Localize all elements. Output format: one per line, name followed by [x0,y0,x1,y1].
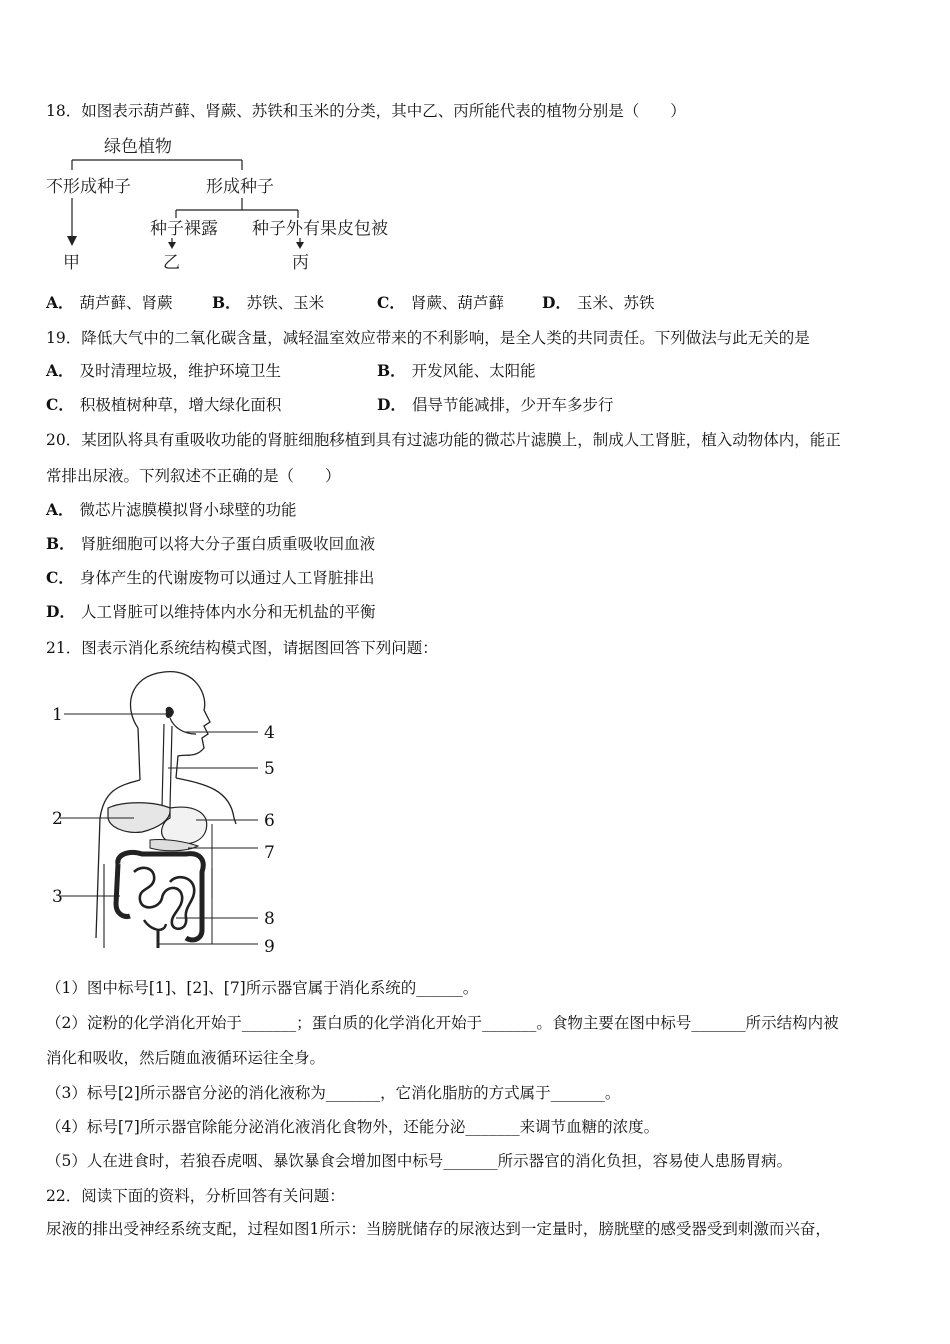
option-letter: A． [46,293,74,312]
q18-option-a [46,292,173,314]
q20-option-b [46,533,375,555]
option-text: 积极植树种草，增大绿化面积 [79,396,282,414]
option-letter: D． [377,395,406,414]
q20-stem-line2: 常排出尿液。下列叙述不正确的是（ ） [46,467,341,485]
label-1: 1 [52,705,63,725]
q19-option-a [46,360,281,382]
tree-root-label: 绿色植物 [104,137,172,157]
option-letter: C． [377,293,405,312]
option-text: 肾蕨、葫芦藓 [410,294,504,312]
option-text: 及时清理垃圾，维护环境卫生 [79,362,282,380]
option-text: 身体产生的代谢废物可以通过人工肾脏排出 [79,569,375,587]
label-3: 3 [52,887,63,907]
option-text: 开发风能、太阳能 [411,362,536,380]
option-text: 人工肾脏可以维持体内水分和无机盐的平衡 [80,603,376,621]
option-text: 苏铁、玉米 [246,294,325,312]
q18-option-c [377,292,504,314]
q21-sub2-line2: 消化和吸收，然后随血液循环运往全身。 [46,1049,326,1067]
q20-stem-line1: 20．某团队将具有重吸收功能的肾脏细胞移植到具有过滤功能的微芯片滤膜上，制成人工肾脏，植入动物体内，能正 [46,431,841,449]
label-4: 4 [264,723,275,743]
q20-option-c [46,567,374,589]
q19-stem: 19．降低大气中的二氧化碳含量，减轻温室效应带来的不利影响，是全人类的共同责任。下列做法与此无关的是 [46,329,810,347]
option-letter: C． [46,395,74,414]
q21-sub1: （1）图中标号[1]、[2]、[7]所示器官属于消化系统的______。 [46,979,479,997]
tree-right-right-label: 种子外有果皮包被 [252,219,388,239]
q21-stem: 21．图表示消化系统结构模式图，请据图回答下列问题： [46,639,438,657]
q20-option-a [46,499,297,521]
label-8: 8 [264,909,275,929]
option-letter: D． [542,293,571,312]
q22-paragraph: 尿液的排出受神经系统支配，过程如图1所示：当膀胱储存的尿液达到一定量时，膀胱壁的感受器受到刺激而兴奋， [46,1220,831,1238]
option-text: 玉米、苏铁 [576,294,655,312]
digestive-system-diagram [46,668,286,960]
q19-option-b [377,360,536,382]
label-5: 5 [264,759,275,779]
option-letter: D． [46,602,75,621]
q21-sub3: （3）标号[2]所示器官分泌的消化液称为_______，它消化脂肪的方式属于_______。 [46,1084,621,1102]
q21-sub2-line1: （2）淀粉的化学消化开始于_______；蛋白质的化学消化开始于_______。食物主要在图中标号_______所示结构内被 [46,1014,839,1032]
tree-leaf-a: 甲 [63,253,80,273]
q18-option-d [542,292,654,314]
q20-option-d [46,601,375,623]
option-letter: B． [212,293,241,312]
tree-right-left-label: 种子裸露 [150,219,218,239]
option-text: 微芯片滤膜模拟肾小球壁的功能 [79,501,297,519]
option-text: 倡导节能减排，少开车多步行 [411,396,614,414]
option-letter: B． [46,534,75,553]
tree-leaf-b: 乙 [163,253,180,273]
q22-stem: 22．阅读下面的资料，分析回答有关问题： [46,1187,345,1205]
tree-left-label: 不形成种子 [46,177,131,197]
option-letter: A． [46,361,74,380]
q19-option-c [46,394,281,416]
q18-option-b [212,292,324,314]
label-2: 2 [52,809,63,829]
option-text: 葫芦藓、肾蕨 [79,294,173,312]
q21-sub4: （4）标号[7]所示器官除能分泌消化液消化食物外，还能分泌_______来调节血糖的浓度。 [46,1118,660,1136]
option-letter: C． [46,568,74,587]
option-text: 肾脏细胞可以将大分子蛋白质重吸收回血液 [80,535,376,553]
q21-sub5: （5）人在进食时，若狼吞虎咽、暴饮暴食会增加图中标号_______所示器官的消化负担，容易使人患肠胃病。 [46,1152,793,1170]
plant-classification-diagram [40,130,420,280]
q19-option-d [377,394,613,416]
option-letter: B． [377,361,406,380]
label-9: 9 [264,937,275,957]
tree-leaf-c: 丙 [292,253,309,273]
option-letter: A． [46,500,74,519]
label-7: 7 [264,843,275,863]
tree-right-label: 形成种子 [206,177,274,197]
label-6: 6 [264,811,275,831]
q18-stem: 18．如图表示葫芦藓、肾蕨、苏铁和玉米的分类，其中乙、丙所能代表的植物分别是（ ） [46,102,686,120]
